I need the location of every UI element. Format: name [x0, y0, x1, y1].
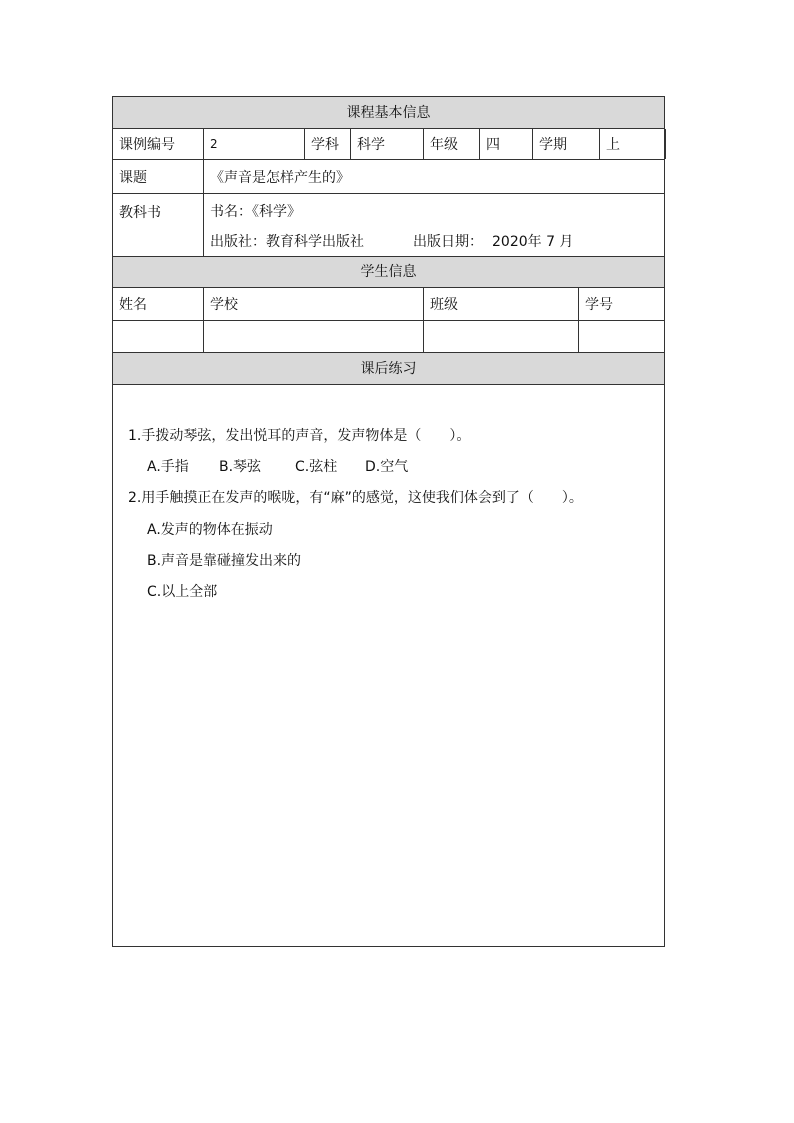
student-id-field[interactable]	[579, 321, 664, 352]
course-meta-row	[113, 129, 664, 160]
q2-option-b: B.声音是靠碰撞发出来的	[147, 553, 302, 569]
pub-date: 2020年 7 月	[492, 234, 574, 250]
student-value-row	[113, 321, 664, 353]
name-field[interactable]	[113, 321, 204, 352]
grade-label: 年级	[424, 129, 480, 159]
case-no-value: 2	[204, 129, 305, 159]
course-info-header	[113, 97, 664, 129]
topic-label: 课题	[113, 160, 204, 193]
term-label: 学期	[533, 129, 600, 159]
student-label-row	[113, 288, 664, 321]
publisher: 出版社：教育科学出版社	[210, 234, 364, 250]
q2-option-a: A.发声的物体在振动	[147, 522, 273, 538]
pub-date-label: 出版日期：	[413, 234, 483, 250]
topic-value: 《声音是怎样产生的》	[210, 169, 350, 186]
class-field[interactable]	[424, 321, 579, 352]
question-1: 1.手拨动琴弦，发出悦耳的声音，发声物体是（ ）。	[128, 428, 471, 444]
textbook-row	[113, 194, 664, 257]
subject-value: 科学	[351, 129, 424, 159]
class-label: 班级	[424, 288, 579, 320]
school-label: 学校	[204, 288, 424, 320]
q1-option-c: C.弦柱	[295, 459, 338, 475]
extra-cell	[666, 129, 684, 159]
textbook-details	[204, 194, 664, 256]
q1-option-a: A.手指	[147, 459, 189, 475]
question-2: 2.用手触摸正在发声的喉咙，有“麻”的感觉，这使我们体会到了（ ）。	[128, 490, 583, 506]
book-name: 书名：《科学》	[210, 204, 301, 220]
student-id-label: 学号	[585, 297, 613, 313]
subject-label: 学科	[305, 129, 351, 159]
student-info-header	[113, 257, 664, 288]
exercise-body	[113, 385, 664, 946]
q1-option-b: B.琴弦	[219, 459, 262, 475]
textbook-label: 教科书	[113, 194, 204, 256]
student-info-title: 学生信息	[360, 264, 417, 280]
exercise-title: 课后练习	[360, 361, 417, 377]
q1-option-d: D.空气	[365, 459, 409, 475]
grade-value: 四	[480, 129, 533, 159]
topic-row	[113, 160, 664, 194]
exercise-header	[113, 353, 664, 385]
term-value: 上	[600, 129, 666, 159]
worksheet	[112, 96, 665, 947]
school-field[interactable]	[204, 321, 424, 352]
name-label: 姓名	[113, 288, 204, 320]
q2-option-c: C.以上全部	[147, 584, 218, 600]
course-info-title: 课程基本信息	[346, 105, 431, 121]
case-no-label: 课例编号	[113, 129, 204, 159]
